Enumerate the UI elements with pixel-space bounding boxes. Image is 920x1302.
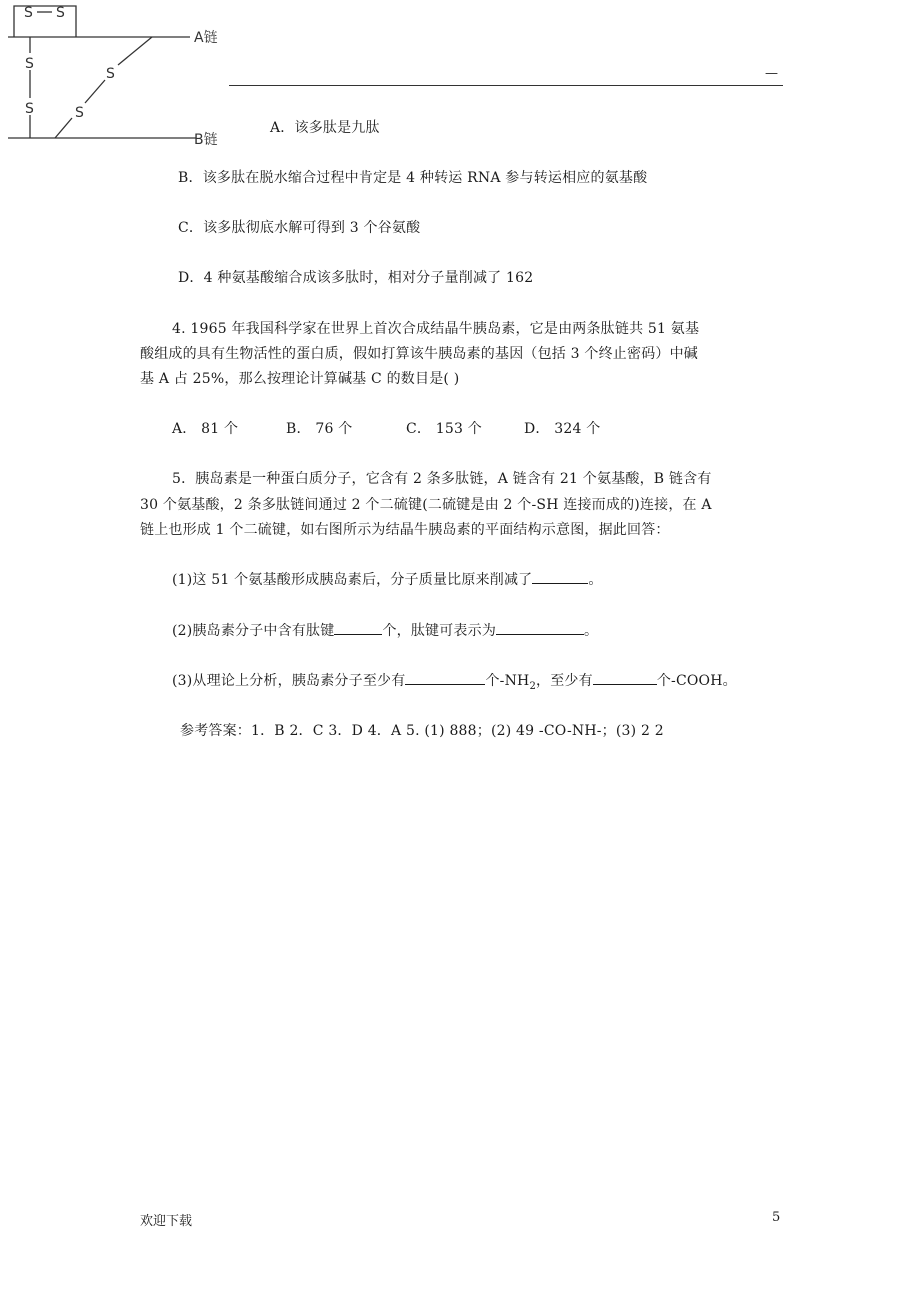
- q4-option-d: D． 324 个: [524, 421, 601, 437]
- q4-line-1: 4. 1965 年我国科学家在世界上首次合成结晶牛胰岛素，它是由两条肽链共 51 氨基: [172, 321, 700, 337]
- q5-sub2-blank-1: [334, 620, 382, 635]
- s-label-6: S: [75, 105, 84, 121]
- q5-sub3-end: 个-COOH。: [656, 673, 737, 689]
- q4-option-b: B． 76 个: [286, 421, 353, 437]
- q5-sub3-text: (3)从理论上分析，胰岛素分子至少有: [172, 673, 406, 689]
- q5-sub1-text: (1)这 51 个氨基酸形成胰岛素后，分子质量比原来削减了: [172, 572, 533, 588]
- s-label-2: S: [56, 5, 65, 21]
- insulin-structure-diagram: [0, 0, 260, 150]
- s-label-4: S: [25, 101, 34, 117]
- q5-sub-question-1: [172, 569, 603, 589]
- q5-sub2-blank-2: [496, 620, 584, 635]
- q5-sub1-end: 。: [588, 572, 603, 588]
- q5-sub3-mid1: 个-NH: [485, 673, 530, 689]
- s-label-3: S: [25, 56, 34, 72]
- s-label-1: S: [24, 5, 33, 21]
- s-label-5: S: [106, 66, 115, 82]
- b-chain-label: B链: [194, 132, 218, 148]
- header-mark: —: [765, 66, 778, 81]
- page-number: 5: [772, 1210, 781, 1225]
- q4-option-a: A． 81 个: [172, 421, 239, 437]
- q5-line-1: 5．胰岛素是一种蛋白质分子，它含有 2 条多肽链，A 链含有 21 个氨基酸，B 链含有: [172, 471, 712, 487]
- q5-line-2: 30 个氨基酸，2 条多肽链间通过 2 个二硫键(二硫键是由 2 个-SH 连接而成的)连接，在 A: [140, 497, 712, 513]
- q5-sub2-end: 。: [584, 623, 599, 639]
- q5-line-3: 链上也形成 1 个二硫键，如右图所示为结晶牛胰岛素的平面结构示意图，据此回答：: [140, 522, 670, 538]
- q5-sub-question-3: [172, 670, 737, 692]
- q5-sub2-mid: 个，肽键可表示为: [382, 623, 497, 639]
- q5-sub3-mid2: ，至少有: [536, 673, 593, 689]
- header-rule: [229, 85, 783, 86]
- q5-sub-question-2: [172, 620, 598, 640]
- q3-option-d: D．4 种氨基酸缩合成该多肽时，相对分子量削减了 162: [178, 270, 534, 286]
- footer-left: 欢迎下载: [140, 1214, 193, 1229]
- diagonal-bond-middle: [85, 80, 105, 103]
- q3-option-c: C．该多肽彻底水解可得到 3 个谷氨酸: [178, 220, 421, 236]
- diagonal-bond-lower: [55, 118, 72, 138]
- a-chain-label: A链: [194, 30, 218, 46]
- answer-key: 参考答案：1．B 2．C 3．D 4．A 5. (1) 888；(2) 49 -CO-NH-；(3) 2 2: [180, 723, 664, 739]
- q5-sub3-subscript: 2: [529, 680, 536, 692]
- q4-option-c: C． 153 个: [406, 421, 482, 437]
- q5-sub3-blank-1: [405, 670, 485, 685]
- q3-option-b: B．该多肽在脱水缩合过程中肯定是 4 种转运 RNA 参与转运相应的氨基酸: [178, 170, 648, 186]
- q5-sub1-blank: [532, 569, 588, 584]
- q5-sub2-text: (2)胰岛素分子中含有肽键: [172, 623, 335, 639]
- q4-line-3: 基 A 占 25%，那么按理论计算碱基 C 的数目是( ): [140, 371, 460, 387]
- q3-option-a: A．该多肽是九肽: [270, 120, 380, 136]
- q5-sub3-blank-2: [593, 670, 657, 685]
- q4-line-2: 酸组成的具有生物活性的蛋白质，假如打算该牛胰岛素的基因（包括 3 个终止密码）中碱: [140, 346, 699, 362]
- diagonal-bond-upper: [118, 37, 152, 65]
